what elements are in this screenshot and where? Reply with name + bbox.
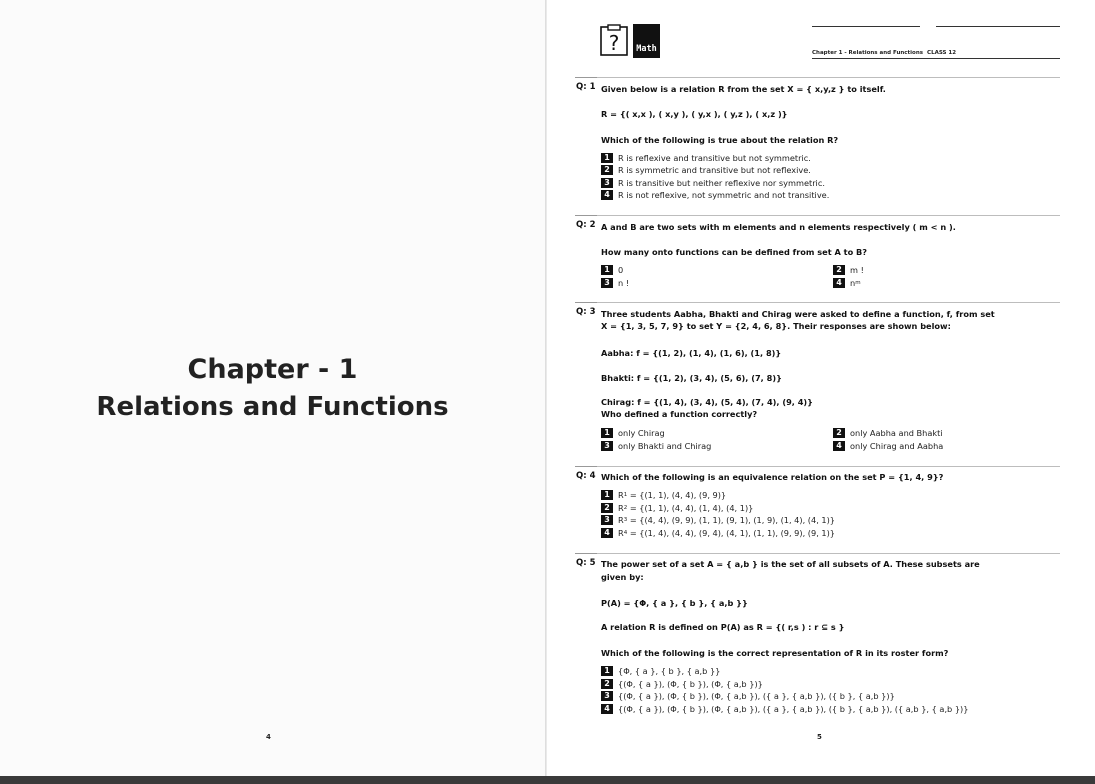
- option-number: 4: [601, 190, 613, 200]
- q5-number: Q: 5: [576, 558, 596, 568]
- option-number: 3: [601, 515, 613, 525]
- q2-option-4[interactable]: 4 n m: [833, 278, 861, 288]
- q3-option-3[interactable]: 3 only Bhakti and Chirag: [601, 441, 711, 451]
- q5-option-3[interactable]: 3 {(Φ, { a }), (Φ, { b }), (Φ, { a,b }), ({ a }, { a,b }), ({ b }, { a,b })}: [601, 691, 895, 701]
- q3-chirag-response: Chirag: f = {(1, 4), (3, 4), (5, 4), (7, 4), (9, 4)}: [601, 397, 814, 407]
- viewer-bottom-bar: [0, 776, 1095, 784]
- option-number: 2: [601, 679, 613, 689]
- q5-prompt: Which of the following is the correct representation of R in its roster form?: [601, 648, 949, 658]
- right-page-number: 5: [817, 733, 822, 741]
- q3-number: Q: 3: [576, 307, 596, 317]
- class-label: CLASS 12: [927, 50, 957, 56]
- q4-option-2[interactable]: 2 R 2 = {(1, 1), (4, 4), (1, 4), (4, 1)}: [601, 503, 753, 513]
- q3-prompt: Who defined a function correctly?: [601, 409, 758, 419]
- q4-number: Q: 4: [576, 471, 596, 481]
- option-number: 3: [601, 178, 613, 188]
- question-divider: [575, 77, 1060, 78]
- question-divider: [575, 302, 1060, 303]
- left-page-number: 4: [266, 733, 271, 741]
- q1-prompt: Which of the following is true about the relation R?: [601, 135, 839, 145]
- option-number: 1: [601, 428, 613, 438]
- question-divider: [575, 466, 1060, 467]
- q3-option-4[interactable]: 4 only Chirag and Aabha: [833, 441, 943, 451]
- q5-stem-line1: The power set of a set A = { a,b } is the set of all subsets of A. These subsets are: [601, 559, 980, 569]
- question-divider-accent: [575, 553, 597, 554]
- q2-option-1[interactable]: 1 0: [601, 265, 623, 275]
- header-line: [812, 58, 1060, 59]
- option-number: 3: [601, 441, 613, 451]
- question-divider: [575, 553, 1060, 554]
- q2-option-3[interactable]: 3 n !: [601, 278, 629, 288]
- chapter-label: Chapter 1 - Relations and Functions: [812, 50, 924, 56]
- q2-option-2[interactable]: 2 m !: [833, 265, 864, 275]
- question-divider-accent: [575, 302, 597, 303]
- q4-stem: Which of the following is an equivalence relation on the set P = {1, 4, 9}?: [601, 472, 944, 482]
- q3-option-1[interactable]: 1 only Chirag: [601, 428, 665, 438]
- option-number: 2: [833, 265, 845, 275]
- left-page: [0, 0, 545, 776]
- q4-option-3[interactable]: 3 R 3 = {(4, 4), (9, 9), (1, 1), (9, 1), (1, 9), (1, 4), (4, 1)}: [601, 515, 835, 525]
- q5-relation: A relation R is defined on P(A) as R = {( r,s ) : r ⊆ s }: [601, 622, 845, 632]
- chapter-number: Chapter - 1: [187, 354, 358, 385]
- q1-option-4[interactable]: 4 R is not reflexive, not symmetric and not transitive.: [601, 190, 829, 200]
- question-divider-accent: [575, 215, 597, 216]
- q5-option-4[interactable]: 4 {(Φ, { a }), (Φ, { b }), (Φ, { a,b }), ({ a }, { a,b }), ({ b }, { a,b }), ({ a,b }, { a,b })}: [601, 704, 968, 714]
- q3-option-2[interactable]: 2 only Aabha and Bhakti: [833, 428, 943, 438]
- option-number: 4: [601, 704, 613, 714]
- option-number: 3: [601, 691, 613, 701]
- q5-option-2[interactable]: 2 {(Φ, { a }), (Φ, { b }), (Φ, { a,b })}: [601, 679, 763, 689]
- q2-prompt: How many onto functions can be defined from set A to B?: [601, 247, 868, 257]
- q3-stem-line1: Three students Aabha, Bhakti and Chirag were asked to define a function, f, from set: [601, 309, 995, 319]
- q5-option-1[interactable]: 1 {Φ, { a }, { b }, { a,b }}: [601, 666, 720, 676]
- option-number: 2: [833, 428, 845, 438]
- q1-option-1[interactable]: 1 R is reflexive and transitive but not symmetric.: [601, 153, 811, 163]
- q3-stem-line2: X = {1, 3, 5, 7, 9} to set Y = {2, 4, 6, 8}. Their responses are shown below:: [601, 321, 951, 331]
- option-number: 1: [601, 490, 613, 500]
- q5-stem-line2: given by:: [601, 572, 644, 582]
- question-divider: [575, 215, 1060, 216]
- option-number: 1: [601, 153, 613, 163]
- option-number: 4: [601, 528, 613, 538]
- q1-number: Q: 1: [576, 82, 596, 92]
- option-number: 4: [833, 441, 845, 451]
- option-number: 2: [601, 165, 613, 175]
- svg-text:?: ?: [608, 31, 620, 55]
- q4-option-4[interactable]: 4 R 4 = {(1, 4), (4, 4), (9, 4), (4, 1), (1, 1), (9, 9), (9, 1)}: [601, 528, 835, 538]
- q5-powerset: P(A) = {Φ, { a }, { b }, { a,b }}: [601, 598, 748, 608]
- option-number: 1: [601, 265, 613, 275]
- q1-option-3[interactable]: 3 R is transitive but neither reflexive nor symmetric.: [601, 178, 825, 188]
- question-divider-accent: [575, 77, 597, 78]
- header-line: [812, 26, 920, 27]
- header-line: [936, 26, 1060, 27]
- question-clipboard-icon: [600, 24, 628, 56]
- q1-relation: R = {( x,x ), ( x,y ), ( y,x ), ( y,z ), ( x,z )}: [601, 109, 788, 119]
- q3-bhakti-response: Bhakti: f = {(1, 2), (3, 4), (5, 6), (7, 8)}: [601, 373, 782, 383]
- question-divider-accent: [575, 466, 597, 467]
- q1-stem: Given below is a relation R from the set X = { x,y,z } to itself.: [601, 84, 886, 94]
- header-chapter-label: [812, 50, 956, 56]
- option-number: 4: [833, 278, 845, 288]
- option-number: 3: [601, 278, 613, 288]
- q2-stem: A and B are two sets with m elements and n elements respectively ( m < n ).: [601, 222, 956, 232]
- chapter-heading: [0, 352, 545, 426]
- option-number: 1: [601, 666, 613, 676]
- math-logo-text: Math: [636, 44, 657, 54]
- option-number: 2: [601, 503, 613, 513]
- q4-option-1[interactable]: 1 R 1 = {(1, 1), (4, 4), (9, 9)}: [601, 490, 726, 500]
- chapter-title: Relations and Functions: [96, 392, 449, 422]
- q2-number: Q: 2: [576, 220, 596, 230]
- q3-aabha-response: Aabha: f = {(1, 2), (1, 4), (1, 6), (1, 8)}: [601, 348, 782, 358]
- q1-option-2[interactable]: 2 R is symmetric and transitive but not reflexive.: [601, 165, 811, 175]
